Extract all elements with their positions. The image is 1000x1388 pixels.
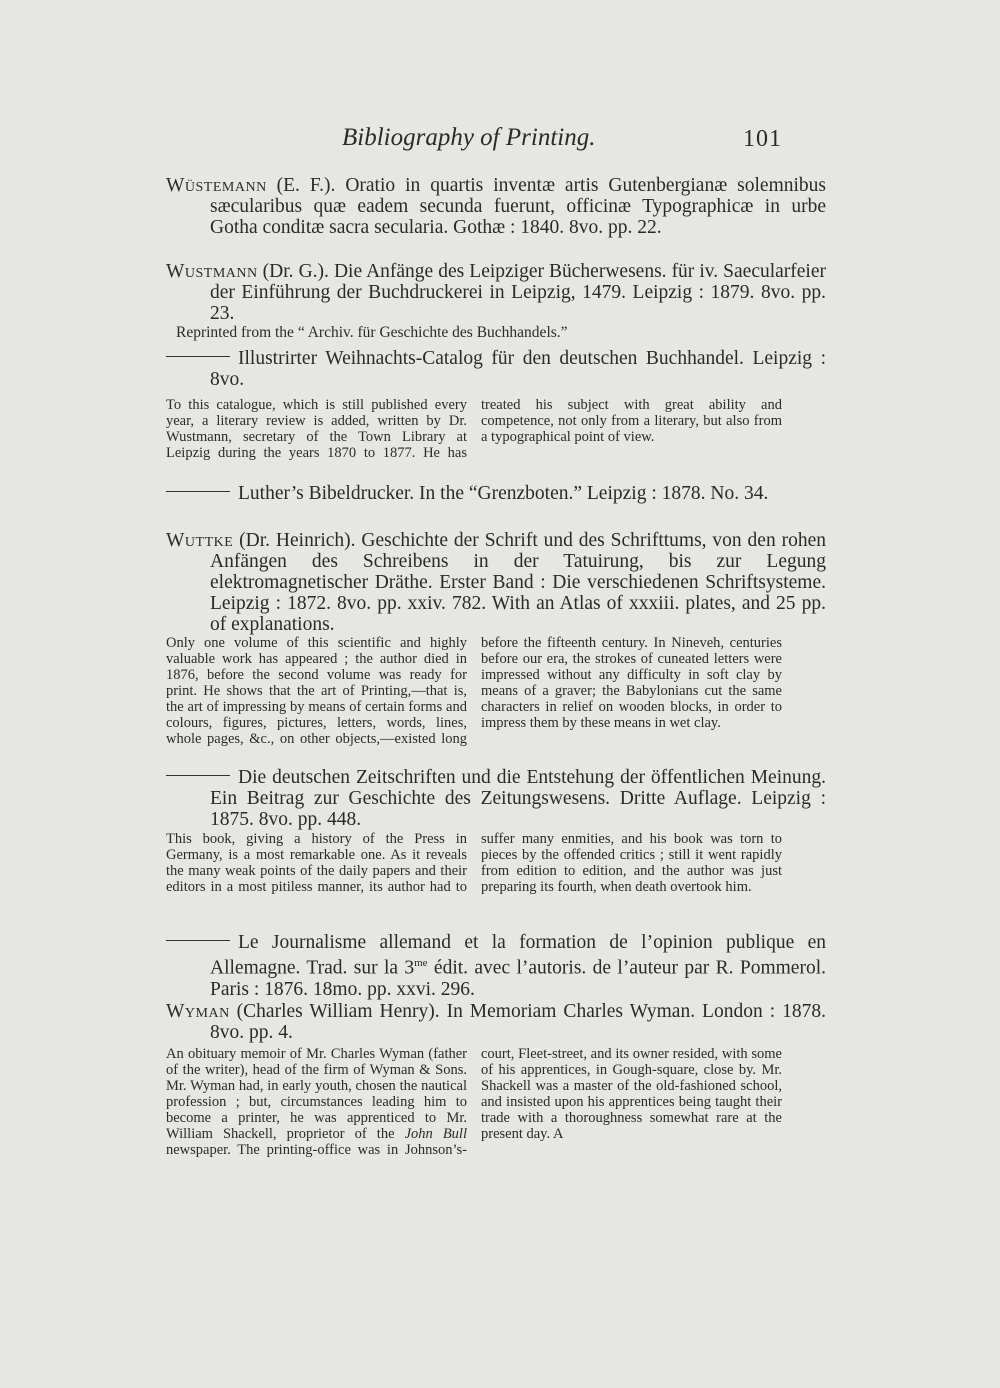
entry-text-cont: édit. avec l’autoris. de l’auteur par R. Pommerol. Paris : 1876. 18mo. pp. xxvi. 296. bbox=[210, 957, 826, 1000]
newspaper-title: John Bull bbox=[404, 1126, 467, 1142]
entry-text: (Dr. Heinrich). Geschichte der Schrift und des Schrifttums, von den rohen Anfängen des Schreibens in der Tatuirung, bis zur Legung elektromagnetischer Dräthe. Erster Band : Die verschiedenen Schriftsysteme. Leipzig : 1872. 8vo. pp. xxiv. 782. With an Atlas of xxxiii. plates, and 25 pp. of explanations. bbox=[210, 530, 826, 635]
entry-text: (Charles William Henry). In Memoriam Charles Wyman. London : 1878. 8vo. pp. 4. bbox=[210, 1001, 826, 1043]
entry-text: Die deutschen Zeitschriften und die Entstehung der öffentlichen Meinung. Ein Beitrag zur Geschichte des Zeitungswesens. Dritte Auflage. Leipzig : 1875. 8vo. pp. 448. bbox=[210, 767, 826, 830]
author-name: Wustmann bbox=[166, 261, 258, 282]
entry-text: Luther’s Bibeldrucker. In the “Grenzboten.” Leipzig : 1878. No. 34. bbox=[238, 483, 769, 504]
entry-wustemann bbox=[166, 175, 826, 238]
entry-text: Illustrirter Weihnachts-Catalog für den deutschen Buchhandel. Leipzig : 8vo. bbox=[210, 348, 826, 390]
reprint-note: Reprinted from the “ Archiv. für Geschichte des Buchhandels.” bbox=[176, 324, 568, 341]
entry-weihnachts-catalog bbox=[166, 348, 826, 390]
running-title: Bibliography of Printing. bbox=[342, 124, 596, 151]
ditto-dash bbox=[166, 775, 230, 776]
note-zeitschriften: This book, giving a history of the Press in Germany, is a most remarkable one. As it reveals the many weak points of the daily papers and their editors in a most pitiless manner, its author had to suffer many enmities, and his book was torn to pieces by the offended critics ; still it went rapidly from edition to edition, and the author was just preparing its fourth, when death overtook him. bbox=[166, 831, 782, 895]
author-name: Wyman bbox=[166, 1001, 230, 1022]
author-name: Wuttke bbox=[166, 530, 234, 551]
note-text-cont: newspaper. The printing-office was in Johnson’s-court, Fleet-street, and its owner resided, with some of his apprentices, in Gough-square, close by. Mr. Shackell was a master of the old-fashioned school, and insisted upon his apprentices being taught their trade with a thoroughness somewhat rare at the present day. A bbox=[166, 1046, 782, 1158]
entry-text: (Dr. G.). Die Anfänge des Leipziger Bücherwesens. für iv. Saecularfeier der Einführung der Buchdruckerei in Leipzig, 1479. Leipzig : 1879. 8vo. pp. 23. bbox=[210, 261, 826, 324]
ditto-dash bbox=[166, 940, 230, 941]
entry-wyman bbox=[166, 1001, 826, 1043]
entry-zeitschriften bbox=[166, 767, 826, 830]
note-text: An obituary memoir of Mr. Charles Wyman (father of the writer), head of the firm of Wyman & Sons. Mr. Wyman had, in early youth, chosen the nautical profession ; but, circumstances leading him to become a printer, he was apprenticed to Mr. William Shackell, proprietor of the bbox=[166, 1046, 467, 1142]
entry-wuttke bbox=[166, 530, 826, 635]
page-number: 101 bbox=[743, 126, 782, 152]
entry-text: (E. F.). Oratio in quartis inventæ artis Gutenbergianæ solemnibus sæcularibus quæ eadem secunda fuerunt, officinæ Typographicæ in urbe Gotha conditæ sacra secularia. Gothæ : 1840. 8vo. pp. 22. bbox=[210, 175, 826, 238]
entry-wustmann bbox=[166, 261, 826, 324]
note-wyman bbox=[166, 1046, 782, 1174]
author-name: Wüstemann bbox=[166, 175, 267, 196]
entry-journalisme bbox=[166, 932, 826, 1000]
ditto-dash bbox=[166, 356, 230, 357]
ditto-dash bbox=[166, 491, 230, 492]
running-head bbox=[342, 124, 782, 152]
superscript: me bbox=[414, 957, 428, 969]
entry-text: Le Journalisme allemand et la formation de l’opinion publique en Allemagne. Trad. sur la 3 bbox=[210, 932, 826, 979]
note-weihnachts-catalog: To this catalogue, which is still published every year, a literary review is added, written by Dr. Wustmann, secretary of the Town Library at Leipzig during the years 1870 to 1877. He has treated his subject with great ability and competence, not only from a literary, but also from a typographical point of view. bbox=[166, 397, 782, 461]
note-wuttke: Only one volume of this scientific and highly valuable work has appeared ; the author died in 1876, before the second volume was ready for print. He shows that the art of Printing,—that is, the art of impressing by means of certain forms and colours, figures, pictures, letters, words, lines, whole pages, &c., on other objects,—existed long before the fifteenth century. In Nineveh, centuries before our era, the strokes of cuneated letters were impressed without any difficulty in soft clay by means of a graver; the Babylonians cut the same characters in relief on wooden blocks, in order to impress them by these means in wet clay. bbox=[166, 635, 782, 747]
entry-bibeldrucker bbox=[166, 483, 826, 504]
